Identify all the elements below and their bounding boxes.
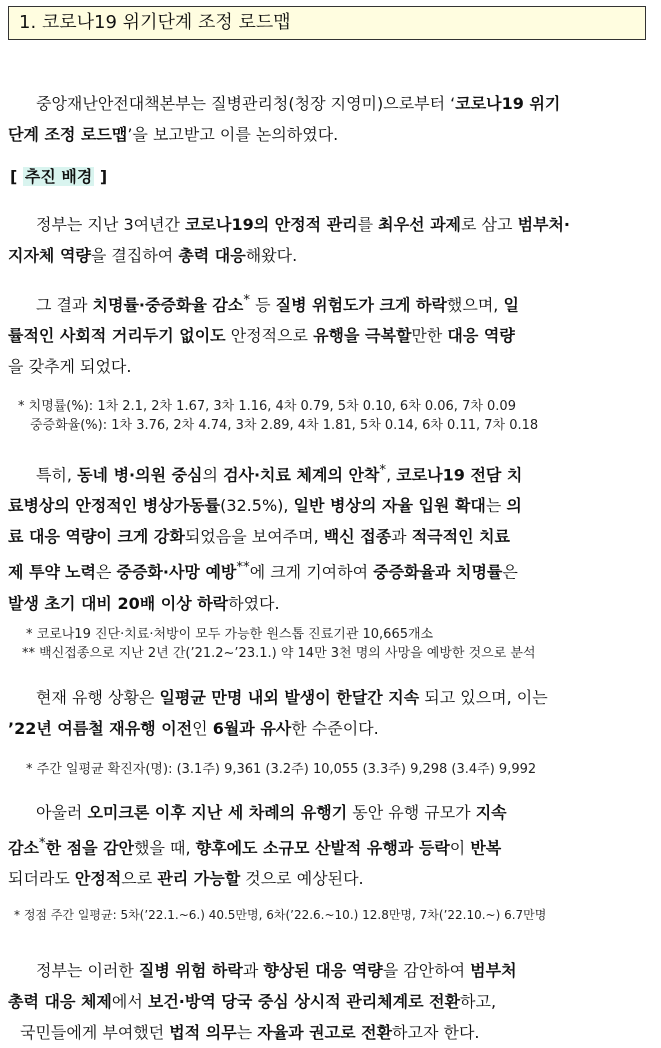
background-paragraph-2: 그 결과 치명률·중증화율 감소* 등 질병 위험도가 크게 하락했으며, 일 률적인 사회적 거리두기 없이도 안정적으로 유행을 극복할만한 대응 역량 을 갖추게 되었다. (8, 293, 519, 377)
background-paragraph-1: 정부는 지난 3여년간 코로나19의 안정적 관리를 최우선 과제로 삼고 범부처· 지자체 역량을 결집하여 총력 대응해왔다. (8, 215, 571, 265)
section-title: 1. 코로나19 위기단계 조정 로드맵 (8, 6, 646, 40)
footnote-weekly-cases: * 주간 일평균 확진자(명): (3.1주) 9,361 (3.2주) 10,055 (3.3주) 9,298 (3.4주) 9,992 (26, 762, 537, 777)
intro-text: ’을 보고받고 이를 논의하였다. (127, 125, 339, 144)
footnote-peak-averages: * 정점 주간 일평균: 5차(’22.1.~6.) 40.5만명, 6차(’22.6.~10.) 12.8만명, 7차(’22.10.~) 6.7만명 (14, 908, 547, 922)
intro-text: 중앙재난안전대책본부는 질병관리청(청장 지영미)으로부터 ‘ (36, 94, 456, 113)
footnote-fatality-rates: * 치명률(%): 1차 2.1, 2차 1.67, 3차 1.16, 4차 0.79, 5차 0.10, 6차 0.06, 7차 0.09 중증화율(%): 1차 3.76, 2차 4.74, 3차 2.89, 4차 1.81, 5차 0.14, 6차 0.11, 7차 0.18 (18, 399, 539, 433)
intro-paragraph (8, 88, 654, 150)
intro-bold: 코로나19 위기 (455, 94, 561, 113)
section-heading: [ 추진 배경 ] (10, 167, 108, 186)
background-paragraph-4: 현재 유행 상황은 일평균 만명 내외 발생이 한달간 지속 되고 있으며, 이는 ’22년 여름철 재유행 이전인 6월과 유사한 수준이다. (8, 688, 548, 738)
background-paragraph-6: 정부는 이러한 질병 위험 하락과 향상된 대응 역량을 감안하여 범부처 총력 대응 체제에서 보건·방역 당국 중심 상시적 관리체계로 전환하고, 국민들에게 부여했던 법적 의무는 자율과 권고로 전환하고자 한다. (8, 961, 517, 1042)
background-paragraph-3: 특히, 동네 병·의원 중심의 검사·치료 체계의 안착*, 코로나19 전담 치 료병상의 안정적인 병상가동률(32.5%), 일반 병상의 자율 입원 확대는 의 료 대응 역량이 크게 강화되었음을 보여주며, 백신 접종과 적극적인 치료 제 투약 노력은 중증화·사망 예방**에 크게 기여하여 중증화율과 치명률은 발생 초기 대비 20배 이상 하락하였다. (8, 463, 523, 613)
heading-label: 추진 배경 (24, 167, 93, 186)
intro-bold: 단계 조정 로드맵 (8, 125, 128, 144)
background-paragraph-5: 아울러 오미크론 이후 지난 세 차례의 유행기 동안 유행 규모가 지속 감소*한 점을 감안했을 때, 향후에도 소규모 산발적 유행과 등락이 반복 되더라도 안정적으로 관리 가능할 것으로 예상된다. (8, 803, 507, 889)
footnote-clinics-vaccination: * 코로나19 진단·치료·처방이 모두 가능한 원스톱 진료기관 10,665개소 ** 백신접종으로 지난 2년 간(’21.2~’23.1.) 약 14만 3천 명의 사망을 예방한 것으로 분석 (22, 627, 536, 661)
